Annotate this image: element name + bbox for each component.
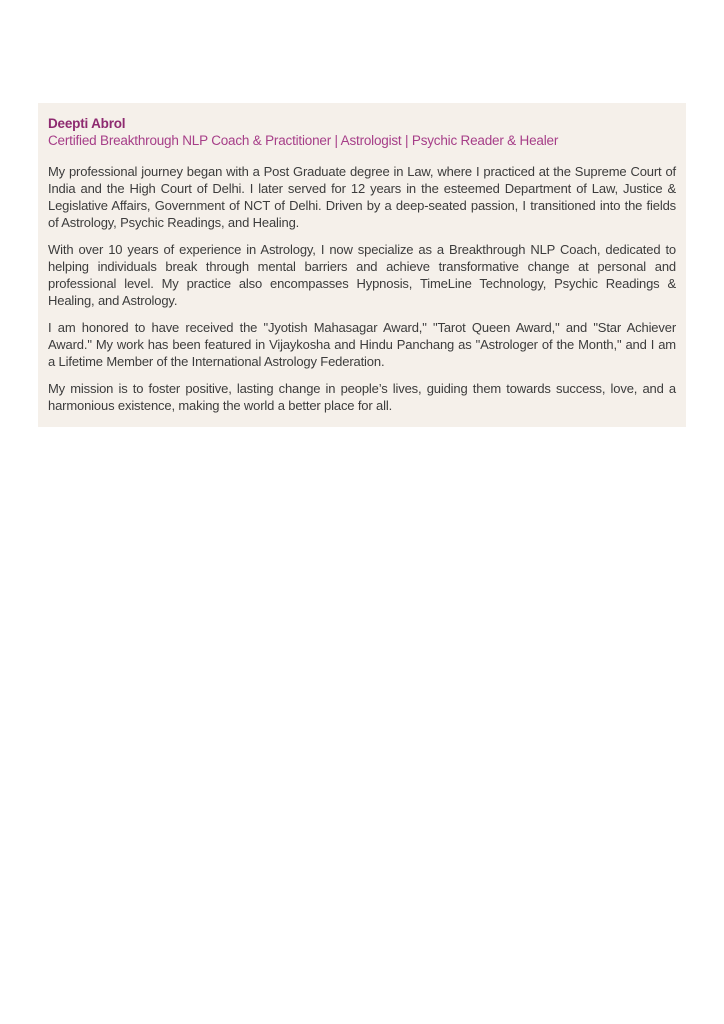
- profile-name: Deepti Abrol: [48, 116, 126, 131]
- profile-title: Certified Breakthrough NLP Coach & Practitioner | Astrologist | Psychic Reader & Healer: [48, 133, 559, 148]
- profile-card: [38, 103, 686, 427]
- bio-section: [48, 163, 676, 414]
- bio-paragraph-awards: I am honored to have received the "Jyotish Mahasagar Award," "Tarot Queen Award," and "Star Achiever Award." My work has been featured in Vijaykosha and Hindu Panchang as "Astrologer of the Month," and I am a Lifetime Member of the International Astrology Federation.: [48, 320, 676, 369]
- bio-paragraph-specialization: With over 10 years of experience in Astrology, I now specialize as a Breakthrough NLP Coach, dedicated to helping individuals break through mental barriers and achieve transformative change at personal and professional level. My practice also encompasses Hypnosis, TimeLine Technology, Psychic Readings & Healing, and Astrology.: [48, 242, 676, 308]
- bio-paragraph-mission: My mission is to foster positive, lasting change in people’s lives, guiding them towards success, love, and a harmonious existence, making the world a better place for all.: [48, 381, 676, 413]
- bio-paragraph-career: My professional journey began with a Post Graduate degree in Law, where I practiced at the Supreme Court of India and the High Court of Delhi. I later served for 12 years in the esteemed Department of Law, Justice & Legislative Affairs, Government of NCT of Delhi. Driven by a deep-seated passion, I transitioned into the fields of Astrology, Psychic Readings, and Healing.: [48, 164, 676, 230]
